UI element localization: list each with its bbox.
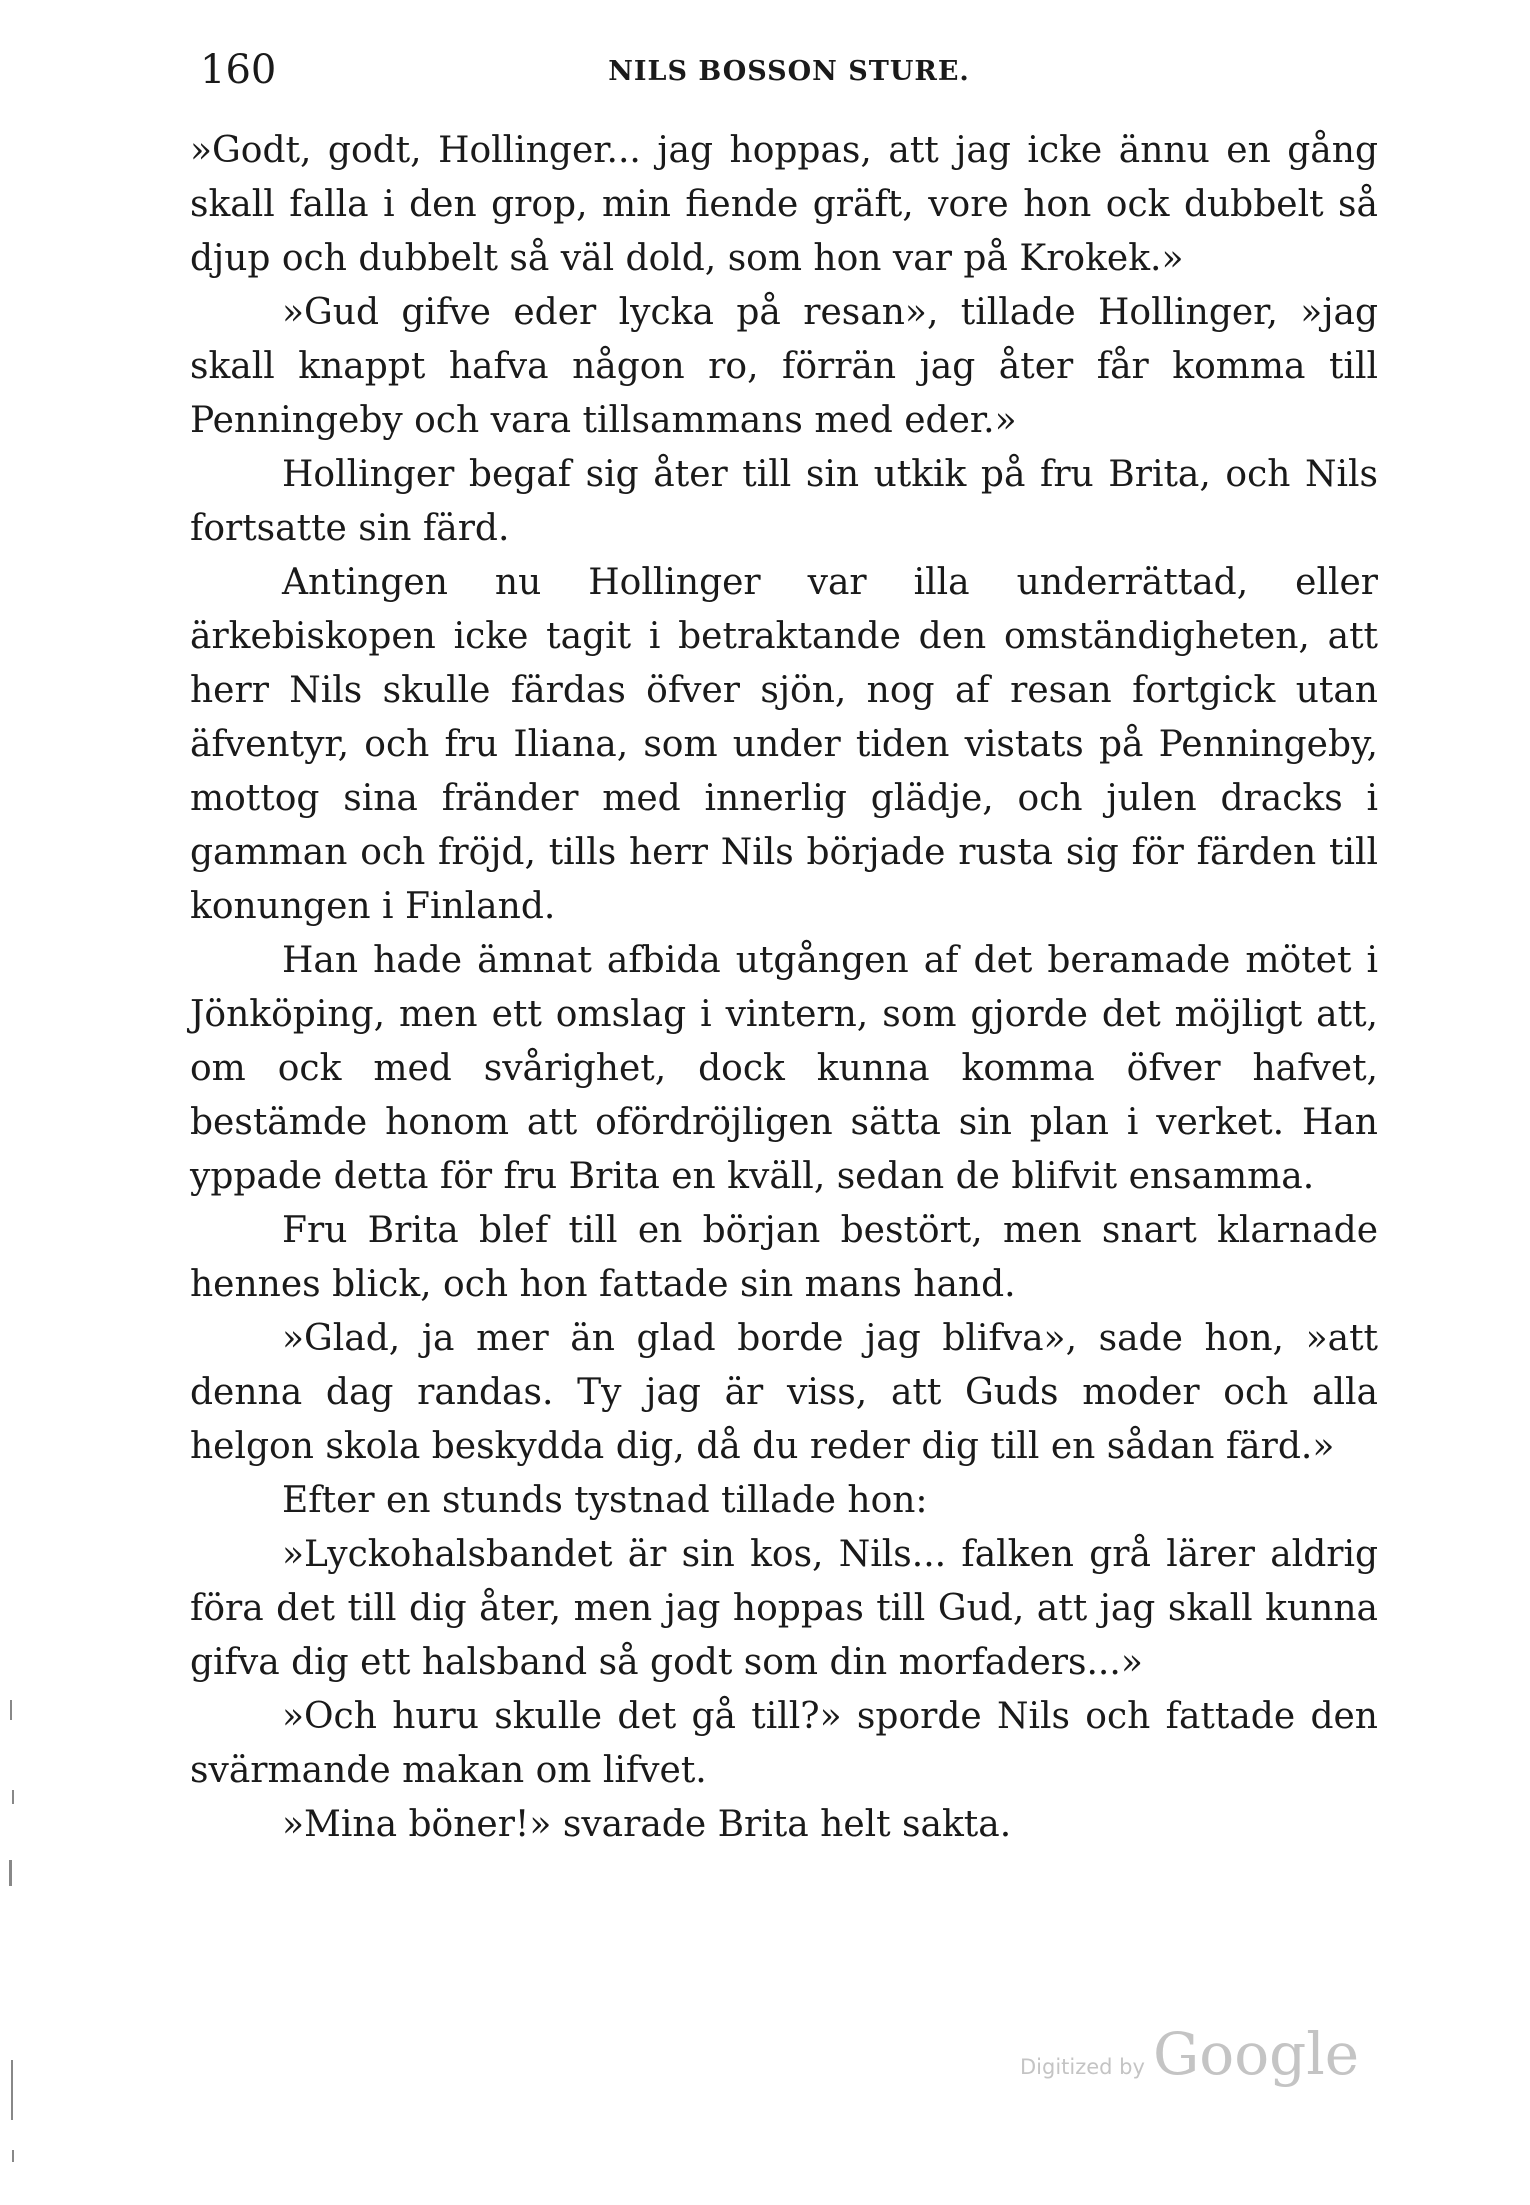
paragraph: »Och huru skulle det gå till?» sporde Nils och fattade den svärmande makan om lifvet. xyxy=(190,1696,1378,1791)
paragraph: »Gud gifve eder lycka på resan», tillade Hollinger, »jag skall knappt hafva någon ro, förrän jag åter får komma till Penningeby och vara tillsammans med eder.» xyxy=(190,292,1378,441)
watermark-brand: Google xyxy=(1152,2020,1360,2088)
paragraph: Han hade ämnat afbida utgången af det beramade mötet i Jönköping, men ett omslag i vintern, som gjorde det möjligt att, om ock med svårighet, dock kunna komma öfver hafvet, bestämde honom att ofördröjligen sätta sin plan i verket. Han yppade detta för fru Brita en kväll, sedan de blifvit ensamma. xyxy=(190,940,1378,1197)
body-text xyxy=(190,124,1378,1852)
scan-artifact xyxy=(10,1700,12,1720)
paragraph: Efter en stunds tystnad tillade hon: xyxy=(282,1480,928,1521)
paragraph: Fru Brita blef till en början bestört, men snart klarnade hennes blick, och hon fattade sin mans hand. xyxy=(190,1210,1378,1305)
paragraph: »Glad, ja mer än glad borde jag blifva», sade hon, »att denna dag randas. Ty jag är viss, att Guds moder och alla helgon skola beskydda dig, då du reder dig till en sådan färd.» xyxy=(190,1318,1378,1467)
paragraph: Antingen nu Hollinger var illa underrättad, eller ärkebiskopen icke tagit i betraktande den omständigheten, att herr Nils skulle färdas öfver sjön, nog af resan fortgick utan äfventyr, och fru Iliana, som under tiden vistats på Penningeby, mottog sina fränder med innerlig glädje, och julen dracks i gamman och fröjd, tills herr Nils började rusta sig för färden till konungen i Finland. xyxy=(190,562,1378,927)
paragraph: »Godt, godt, Hollinger... jag hoppas, att jag icke ännu en gång skall falla i den grop, min fiende gräft, vore hon ock dubbelt så djup och dubbelt så väl dold, som hon var på Krokek.» xyxy=(190,130,1378,279)
page-header xyxy=(200,36,1378,106)
paragraph: Hollinger begaf sig åter till sin utkik på fru Brita, och Nils fortsatte sin färd. xyxy=(190,454,1378,549)
scan-artifact xyxy=(11,2060,13,2120)
page-number: 160 xyxy=(200,47,277,93)
paragraph: »Lyckohalsbandet är sin kos, Nils... falken grå lärer aldrig föra det till dig åter, men jag hoppas till Gud, att jag skall kunna gifva dig ett halsband så godt som din morfaders...» xyxy=(190,1534,1378,1683)
scan-artifact xyxy=(12,2150,14,2162)
running-title: NILS BOSSON STURE. xyxy=(608,56,970,87)
digitized-watermark xyxy=(1020,2020,1359,2088)
scan-artifact xyxy=(9,1860,12,1886)
paragraph: »Mina böner!» svarade Brita helt sakta. xyxy=(282,1804,1012,1845)
scan-artifact xyxy=(12,1790,14,1804)
watermark-prefix: Digitized by xyxy=(1020,2055,1145,2079)
